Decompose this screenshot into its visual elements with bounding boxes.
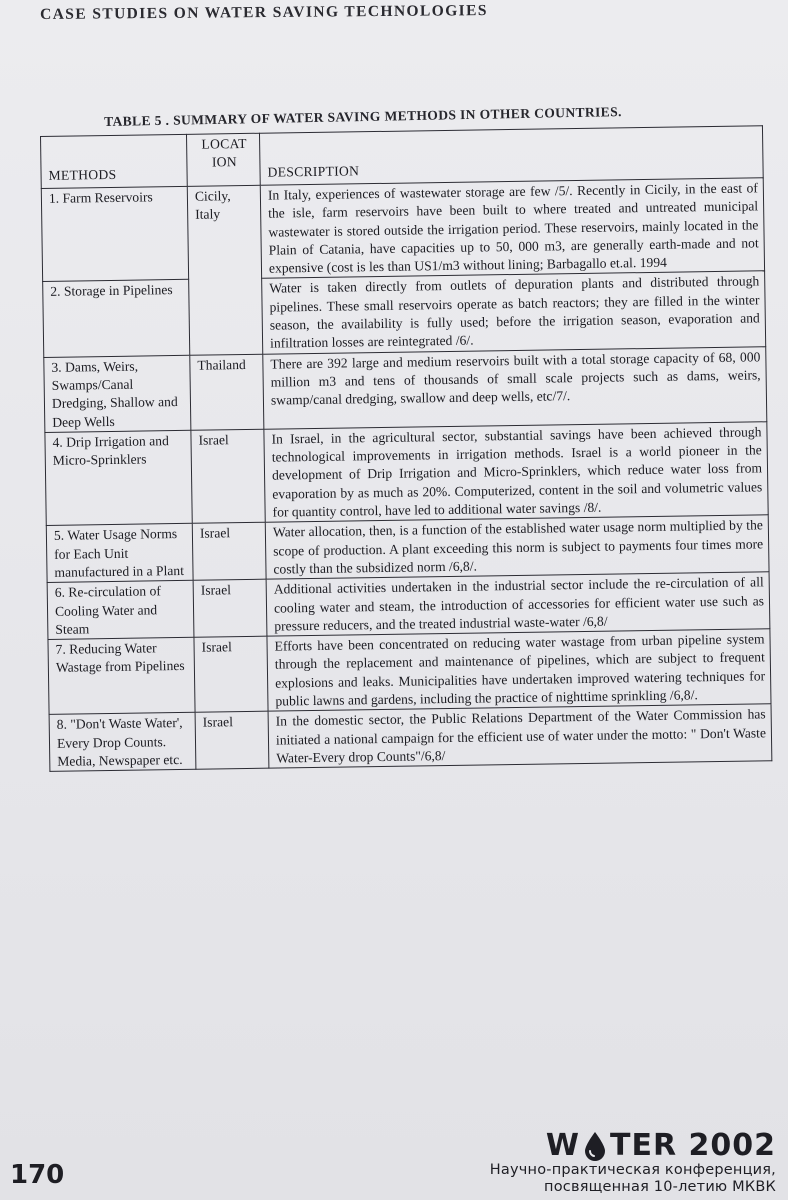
table-row [44, 346, 767, 432]
description-cell: Efforts have been concentrated on reducing water wastage from urban pipeline system through the replacement and maintenance of pipelines, which are subject to frequent explosions and leaks. Municipalities have undertaken improved watering techniques for public lawns and gardens, including the practice of nighttime sprinkling /6,8/. [267, 629, 771, 712]
location-cell: Israel [195, 711, 269, 769]
location-cell: Israel [191, 429, 265, 524]
method-cell: 2. Storage in Pipelines [43, 280, 190, 357]
method-cell: 1. Farm Reservoirs [41, 186, 188, 282]
logo-word-suffix: TER 2002 [610, 1128, 776, 1163]
method-cell: 6. Re-circulation of Cooling Water and Steam [47, 581, 194, 640]
table-row [49, 704, 772, 772]
water-drop-icon [581, 1130, 609, 1162]
header-description: DESCRIPTION [259, 126, 763, 185]
conference-line-2: посвященная 10-летию МКВК [544, 1179, 776, 1195]
summary-table-container [40, 125, 771, 772]
running-head: CASE STUDIES ON WATER SAVING TECHNOLOGIES [40, 2, 488, 23]
table-row [47, 572, 770, 640]
logo-wordmark [490, 1130, 776, 1162]
description-cell: Water allocation, then, is a function of the established water usage norm multiplied by the scope of production. A plant exceeding this norm is subject to payments four times more costly than the subsidized norm /6,8/. [265, 515, 769, 579]
table-row [43, 271, 766, 357]
header-methods: METHODS [41, 134, 188, 188]
table-row [45, 422, 768, 526]
description-cell: Water is taken directly from outlets of depuration plants and distributed through pipelines. These small reservoirs operate as batch reactors; they are filled in the winter season, the availability is fully used; before the irrigation season, evaporation and infiltration losses are reintegrated /6/. [262, 271, 766, 354]
logo-word-prefix: W [545, 1128, 580, 1163]
table-row [46, 515, 769, 583]
method-cell: 4. Drip Irrigation and Micro-Sprinklers [45, 430, 192, 526]
page-number: 170 [10, 1160, 65, 1190]
method-cell: 7. Reducing Water Wastage from Pipelines [48, 637, 195, 714]
method-cell: 3. Dams, Weirs, Swamps/Canal Dredging, Shallow and Deep Wells [44, 355, 191, 432]
table-title: TABLE 5 . SUMMARY OF WATER SAVING METHODS IN OTHER COUNTRIES. [104, 104, 622, 129]
table-row [41, 178, 764, 282]
description-cell: In Israel, in the agricultural sector, substantial savings have been achieved through technological improvements in irrigation methods. Israel is a world pioneer in the development of Drip Irrigation and Micro-Sprinklers, which reduce water loss from evaporation by as much as 20%. Computerized, content in the soil and volumetric values for quantity control, have led to additional water savings /8/. [264, 422, 768, 523]
description-cell: In the domestic sector, the Public Relations Department of the Water Commission has initiated a national campaign for the efficient use of water under the motto: " Don't Waste Water-Every drop Counts"/6,8/ [268, 704, 772, 768]
header-location: LOCAT ION [186, 133, 260, 186]
location-cell: Israel [193, 579, 267, 637]
location-cell: Israel [194, 636, 268, 712]
table-row [48, 629, 771, 715]
location-cell: Cicily, Italy [187, 185, 262, 355]
summary-table [40, 125, 772, 772]
location-cell: Thailand [190, 354, 264, 430]
method-cell: 8. "Don't Waste Water', Every Drop Counts. Media, Newspaper etc. [49, 713, 196, 772]
description-cell: In Italy, experiences of wastewater storage are few /5/. Recently in Cicily, in the east of the isle, farm reservoirs have been built to where treated and untreated municipal wastewater is stored outside the irrigation period. These reservoirs, mainly located in the Plain of Catania, have capacities up to 50, 000 m3, are generally earth-made and not expensive (cost is les than US1/m3 without lining; Barbagallo et.al. 1994 [260, 178, 764, 279]
conference-logo [490, 1130, 776, 1196]
location-cell: Israel [192, 523, 266, 581]
description-cell: There are 392 large and medium reservoirs built with a total storage capacity of 68, 000 million m3 and tens of thousands of small scale projects such as dams, weirs, swamp/canal dredging, swallow and deep wells, etc/7/. [263, 346, 767, 429]
description-cell: Additional activities undertaken in the industrial sector include the re-circulation of all cooling water and steam, the introduction of accessories for efficient water use such as pressure reducers, and the treated industrial waste-water /6,8/ [266, 572, 770, 636]
method-cell: 5. Water Usage Norms for Each Unit manufactured in a Plant [46, 524, 193, 583]
conference-line-1: Научно-практическая конференция, [489, 1162, 776, 1178]
